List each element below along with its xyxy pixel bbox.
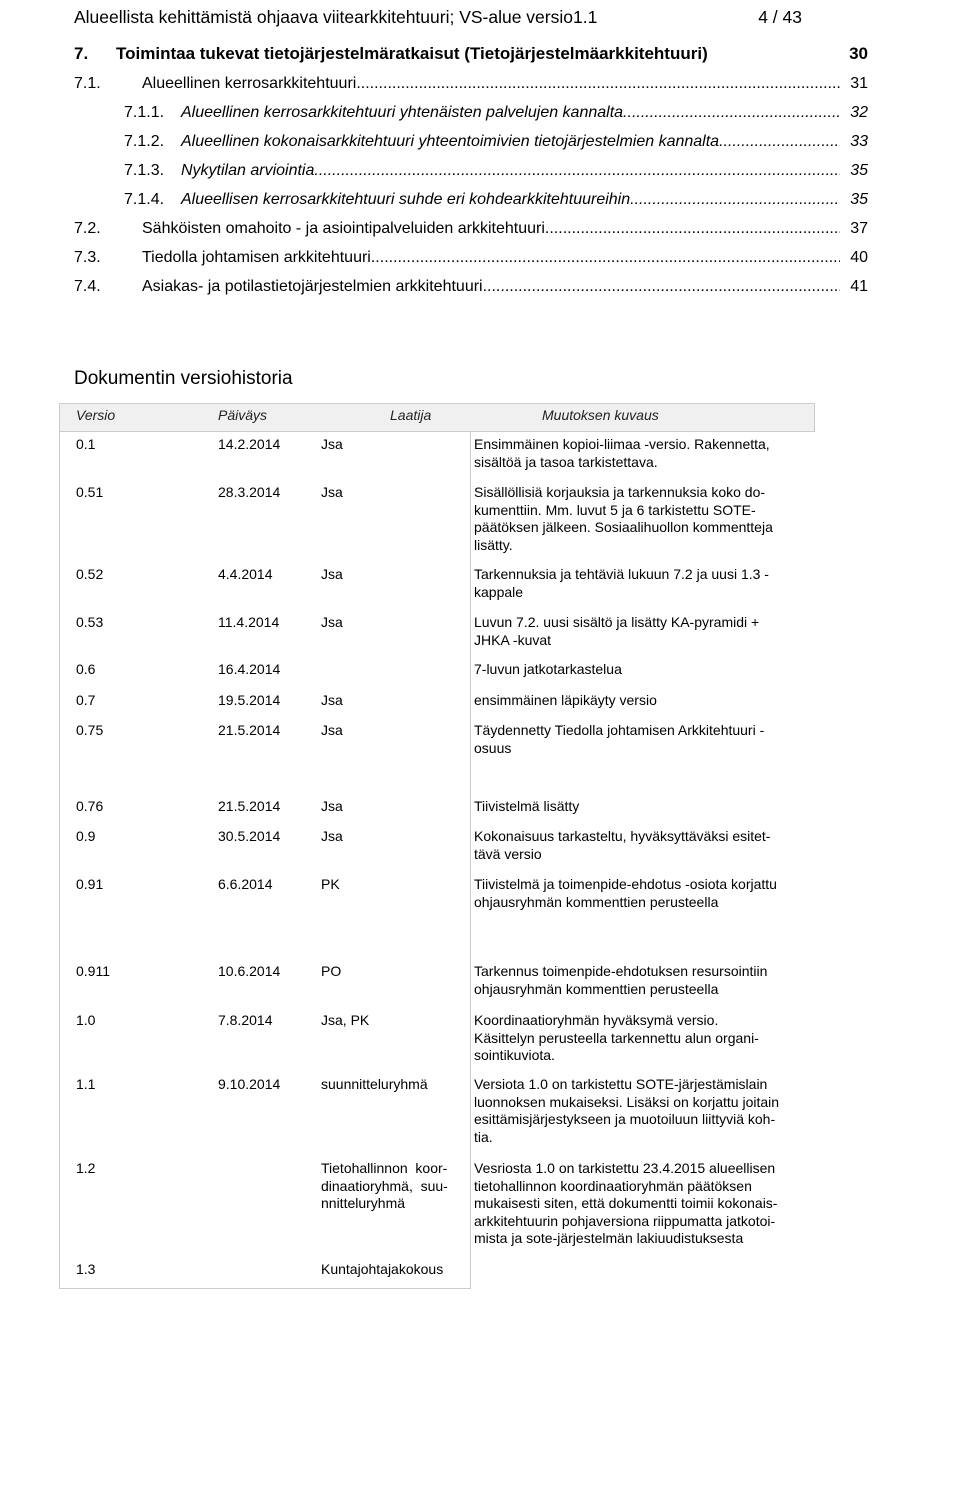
toc-entry[interactable] <box>74 243 868 272</box>
page-header <box>74 3 802 31</box>
version-cell: 0.53 <box>76 614 104 630</box>
author-cell: Jsa <box>321 484 343 500</box>
date-cell: 10.6.2014 <box>218 963 281 979</box>
toc-number: 7.1. <box>74 75 101 92</box>
date-cell: 4.4.2014 <box>218 566 273 582</box>
toc-number: 7. <box>74 44 89 63</box>
description-cell-line: sointikuviota. <box>474 1047 555 1063</box>
date-cell: 21.5.2014 <box>218 722 281 738</box>
column-header-description: Muutoksen kuvaus <box>542 407 659 423</box>
table-of-contents <box>74 39 868 301</box>
description-cell-line: kumenttiin. Mm. luvut 5 ja 6 tarkistettu SOTE- <box>474 501 756 518</box>
author-cell: Jsa <box>321 722 343 738</box>
author-cell: PK <box>321 876 340 892</box>
toc-entry[interactable] <box>74 156 868 185</box>
version-cell: 0.911 <box>76 963 110 979</box>
description-cell-line: arkkitehtuurin pohjaversiona riippumatta jatkotoi- <box>474 1212 776 1229</box>
author-cell: Jsa <box>321 828 343 844</box>
toc-text: Alueellinen kokonaisarkkitehtuuri yhteentoimivien tietojärjestelmien kannalta <box>181 133 720 150</box>
version-cell: 0.1 <box>76 436 96 452</box>
author-cell-line: dinaatioryhmä, suu- <box>321 1177 448 1194</box>
author-cell-line: nnitteluryhmä <box>321 1195 406 1211</box>
description-cell-line: sisältöä ja tasoa tarkistettava. <box>474 453 658 470</box>
toc-number: 7.1.4. <box>124 191 165 208</box>
toc-number: 7.3. <box>74 249 101 266</box>
version-cell: 0.51 <box>76 484 104 500</box>
description-cell-line: kappale <box>474 583 524 600</box>
toc-page: 35 <box>849 185 868 214</box>
version-cell: 1.2 <box>76 1160 96 1176</box>
description-cell-line: Luvun 7.2. uusi sisältö ja lisätty KA-pyramidi + <box>474 614 760 630</box>
author-cell: Jsa <box>321 436 343 452</box>
description-cell-line: Tarkennuksia ja tehtäviä lukuun 7.2 ja uusi 1.3 - <box>474 566 769 582</box>
version-cell: 1.3 <box>76 1261 96 1277</box>
date-cell: 11.4.2014 <box>218 614 280 630</box>
version-cell: 0.91 <box>76 876 104 892</box>
toc-entry[interactable] <box>74 69 868 98</box>
description-cell-line: Ensimmäinen kopioi-liimaa -versio. Rakennetta, <box>474 436 770 452</box>
version-cell: 0.7 <box>76 692 96 708</box>
version-cell: 0.75 <box>76 722 104 738</box>
author-cell: Jsa <box>321 614 343 630</box>
description-cell-line: JHKA -kuvat <box>474 631 552 648</box>
description-cell-line: osuus <box>474 739 512 756</box>
toc-page: 30 <box>848 39 868 69</box>
description-cell-line: Tiivistelmä ja toimenpide-ehdotus -osiota korjattu <box>474 876 777 892</box>
description-cell-line: Tiivistelmä lisätty <box>474 798 580 814</box>
toc-text: Nykytilan arviointia <box>181 162 315 179</box>
toc-number: 7.1.2. <box>124 133 165 150</box>
date-cell: 6.6.2014 <box>218 876 273 892</box>
date-cell: 19.5.2014 <box>218 692 281 708</box>
description-cell-line: lisätty. <box>474 536 513 553</box>
toc-text: Alueellisen kerrosarkkitehtuuri suhde eri kohdearkkitehtuureihin <box>181 191 631 208</box>
toc-text: Asiakas- ja potilastietojärjestelmien arkkitehtuuri <box>142 278 483 295</box>
description-cell-line: Täydennetty Tiedolla johtamisen Arkkitehtuuri - <box>474 722 765 738</box>
toc-entry[interactable] <box>74 214 868 243</box>
date-cell: 30.5.2014 <box>218 828 281 844</box>
author-cell: Jsa <box>321 566 343 582</box>
version-cell: 1.1 <box>76 1076 96 1092</box>
description-cell-line: päätöksen jälkeen. Sosiaalihuollon kommentteja <box>474 519 773 535</box>
description-cell-line: ensimmäinen läpikäyty versio <box>474 692 657 708</box>
toc-entry[interactable] <box>74 272 868 301</box>
description-cell-line: tävä versio <box>474 845 542 862</box>
description-cell-line: luonnoksen mukaiseksi. Lisäksi on korjattu joitain <box>474 1093 780 1110</box>
description-cell-line: 7-luvun jatkotarkastelua <box>474 661 622 677</box>
version-cell: 0.6 <box>76 661 96 677</box>
date-cell: 28.3.2014 <box>218 484 281 500</box>
description-cell-line: mista ja sote-järjestelmän lakiuudistuksesta <box>474 1230 744 1246</box>
toc-text: Alueellinen kerrosarkkitehtuuri yhtenäisten palvelujen kannalta <box>181 104 624 121</box>
toc-number: 7.4. <box>74 278 101 295</box>
toc-entry[interactable] <box>74 39 868 69</box>
version-cell: 0.76 <box>76 798 104 814</box>
table-divider <box>470 431 471 1288</box>
description-cell-line: Vesriosta 1.0 on tarkistettu 23.4.2015 alueellisen <box>474 1160 776 1176</box>
column-header-date: Päiväys <box>218 407 268 423</box>
date-cell: 21.5.2014 <box>218 798 281 814</box>
version-cell: 0.9 <box>76 828 96 844</box>
page-number: 4 / 43 <box>758 7 802 27</box>
toc-page: 31 <box>849 69 868 98</box>
toc-page: 33 <box>849 127 868 156</box>
toc-entry[interactable] <box>74 98 868 127</box>
toc-page: 40 <box>849 243 868 272</box>
author-cell-line: Tietohallinnon koor- <box>321 1160 448 1176</box>
description-cell-line: Käsittelyn perusteella tarkennettu alun organi- <box>474 1029 759 1046</box>
date-cell: 16.4.2014 <box>218 661 281 677</box>
date-cell: 7.8.2014 <box>218 1012 273 1028</box>
version-cell: 0.52 <box>76 566 104 582</box>
column-header-author: Laatija <box>390 407 432 423</box>
table-header-row <box>59 403 815 432</box>
toc-text: Sähköisten omahoito - ja asiointipalveluiden arkkitehtuuri <box>142 220 545 237</box>
version-history-heading: Dokumentin versiohistoria <box>74 368 293 389</box>
description-cell-line: mukaisesti siten, että dokumentti toimii kokonais- <box>474 1195 778 1211</box>
date-cell: 14.2.2014 <box>218 436 281 452</box>
toc-number: 7.1.3. <box>124 162 165 179</box>
toc-page: 41 <box>849 272 868 301</box>
toc-page: 37 <box>849 214 868 243</box>
author-cell: Jsa, PK <box>321 1012 370 1028</box>
version-cell: 1.0 <box>76 1012 96 1028</box>
description-cell-line: tia. <box>474 1128 493 1145</box>
description-cell-line: esittämisjärjestykseen ja muotoiluun liittyviä koh- <box>474 1111 776 1127</box>
description-cell-line: ohjausryhmän kommenttien perusteella <box>474 893 719 910</box>
toc-text: Alueellinen kerrosarkkitehtuuri <box>142 75 357 92</box>
description-cell-line: Tarkennus toimenpide-ehdotuksen resursointiin <box>474 963 768 979</box>
toc-page: 32 <box>849 98 868 127</box>
toc-entry[interactable] <box>74 185 868 214</box>
toc-text: Tiedolla johtamisen arkkitehtuuri <box>142 249 371 266</box>
toc-text: Toimintaa tukevat tietojärjestelmäratkaisut (Tietojärjestelmäarkkitehtuuri) <box>116 44 708 63</box>
author-cell: Jsa <box>321 798 343 814</box>
toc-page: 35 <box>849 156 868 185</box>
description-cell-line: ohjausryhmän kommenttien perusteella <box>474 980 719 997</box>
column-header-version: Versio <box>76 407 116 423</box>
description-cell-line: tietohallinnon koordinaatioryhmän päätöksen <box>474 1177 752 1194</box>
author-cell: Jsa <box>321 692 343 708</box>
author-cell: suunnitteluryhmä <box>321 1076 428 1092</box>
toc-number: 7.1.1. <box>124 104 165 121</box>
description-cell-line: Kokonaisuus tarkasteltu, hyväksyttäväksi esitet- <box>474 828 771 844</box>
description-cell-line: Sisällöllisiä korjauksia ja tarkennuksia koko do- <box>474 484 766 500</box>
document-title: Alueellista kehittämistä ohjaava viitearkkitehtuuri; VS-alue versio1.1 <box>74 7 598 27</box>
author-cell: Kuntajohtajakokous <box>321 1261 444 1277</box>
description-cell-line: Koordinaatioryhmän hyväksymä versio. <box>474 1012 719 1028</box>
description-cell-line: Versiota 1.0 on tarkistettu SOTE-järjestämislain <box>474 1076 768 1092</box>
toc-number: 7.2. <box>74 220 101 237</box>
toc-entry[interactable] <box>74 127 868 156</box>
author-cell: PO <box>321 963 342 979</box>
date-cell: 9.10.2014 <box>218 1076 281 1092</box>
